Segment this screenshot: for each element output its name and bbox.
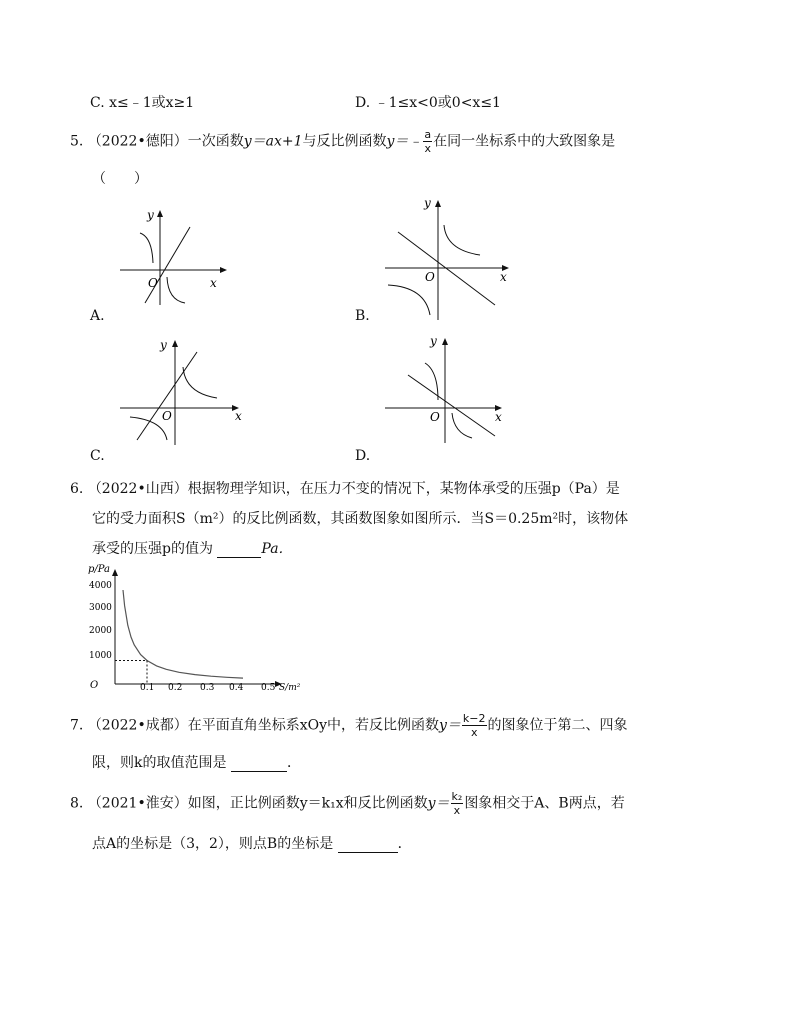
- graph-b: [380, 195, 520, 320]
- graph-a-x-label: x: [210, 276, 217, 290]
- q5-text-c: 在同一坐标系中的大致图象是: [433, 133, 616, 150]
- q7-source: （2022•成都）: [87, 717, 188, 734]
- graph-a: [110, 205, 230, 305]
- graph-a-y-arrow: [157, 210, 163, 217]
- q7-text-a: 在平面直角坐标系xOy中，若反比例函数: [187, 717, 439, 734]
- q6-line2: 它的受力面积S（m²）的反比例函数，其函数图象如图所示．当S＝0.25m²时，该物体: [92, 511, 629, 527]
- graph-c-hyperbola-q1: [183, 367, 217, 398]
- graph-d-line: [408, 375, 495, 436]
- graph-c-x-label: x: [235, 409, 242, 423]
- graph-a-line: [145, 227, 190, 303]
- q6-chart-curve: [123, 590, 243, 678]
- q6-chart-ylabel: p/Pa: [88, 564, 111, 575]
- q5-option-c-label: C.: [90, 448, 105, 464]
- q8-line1: [70, 790, 625, 817]
- graph-d-origin: O: [430, 410, 440, 424]
- graph-c-origin: O: [162, 409, 172, 423]
- q7-fraction: $\frac{k-2}{x}$: [462, 712, 486, 739]
- q5-answer-paren: （ ）: [92, 171, 148, 187]
- q8-text-b: 图象相交于A、B两点，若: [464, 795, 625, 812]
- q8-eq: y＝: [427, 795, 450, 812]
- q6-number: 6.: [70, 481, 84, 497]
- q7-line2: [92, 752, 301, 772]
- graph-a-origin: O: [148, 276, 158, 290]
- graph-a-hyperbola-q2: [140, 233, 153, 263]
- q6-line1: [70, 478, 620, 498]
- q6-answer-blank[interactable]: [217, 541, 261, 558]
- graph-b-y-label: y: [424, 196, 431, 210]
- q8-end: ．: [397, 836, 412, 852]
- q6-chart-y-arrow: [112, 569, 118, 576]
- q6-chart: [80, 562, 320, 697]
- graph-c: [115, 335, 250, 445]
- q6-chart-xlabel: S/m²: [279, 683, 301, 693]
- graph-b-hyperbola-q3: [388, 285, 430, 315]
- q8-fraction: $\frac{\text{k₂}}{x}$: [451, 790, 463, 817]
- q7-line1: [70, 712, 628, 739]
- q7-answer-blank[interactable]: [231, 755, 287, 772]
- q6-chart-ytick-2000: 2000: [89, 626, 112, 636]
- q8-line2-text: 点A的坐标是（3，2），则点B的坐标是: [92, 836, 334, 852]
- q6-line1-text: 根据物理学知识，在压力不变的情况下，某物体承受的压强p（Pa）是: [187, 481, 620, 497]
- q6-chart-xtick-0.2: 0.2: [168, 683, 183, 693]
- q6-chart-origin: O: [90, 680, 99, 691]
- q5-text-b: 与反比例函数: [302, 133, 387, 150]
- q6-chart-ytick-3000: 3000: [89, 603, 112, 613]
- q6-chart-xtick-0.1: 0.1: [140, 683, 155, 693]
- graph-a-hyperbola-q4: [167, 277, 185, 303]
- graph-b-hyperbola-q1: [444, 225, 480, 255]
- graph-c-y-arrow: [172, 340, 178, 347]
- q6-chart-xtick-0.4: 0.4: [229, 683, 244, 693]
- q7-eq: y＝: [438, 717, 461, 734]
- q6-source: （2022•山西）: [87, 481, 188, 497]
- q7-text-b: 的图象位于第二、四象: [487, 717, 628, 734]
- q6-line3-text: 承受的压强p的值为: [92, 541, 213, 557]
- graph-c-y-label: y: [160, 338, 167, 352]
- graph-a-y-label: y: [147, 208, 154, 222]
- graph-d: [380, 333, 520, 443]
- graph-d-hyperbola-q4: [452, 413, 472, 438]
- q8-line2: [92, 833, 412, 853]
- q4-option-c: C. x≤﹣1或x≥1: [90, 95, 195, 111]
- q5-number: 5.: [70, 133, 84, 150]
- q6-line3: [92, 538, 293, 558]
- graph-d-y-label: y: [430, 334, 437, 348]
- q5-fraction: $\frac{a}{x}$: [424, 128, 432, 155]
- q5-source: （2022•德阳）: [87, 133, 188, 150]
- q7-line2-text: 限，则k的取值范围是: [92, 755, 227, 771]
- q5-eq2: y＝﹣: [386, 133, 423, 150]
- graph-b-x-label: x: [500, 270, 507, 284]
- q5-text-a: 一次函数: [187, 133, 244, 150]
- graph-d-x-label: x: [495, 410, 502, 424]
- q5-option-b-label: B.: [355, 308, 370, 324]
- q7-end: ．: [286, 755, 301, 771]
- q6-chart-ytick-1000: 1000: [89, 651, 112, 661]
- q6-unit: Pa．: [261, 541, 293, 557]
- q8-text-a: 如图，正比例函数y＝k₁x和反比例函数: [187, 795, 428, 812]
- q7-number: 7.: [70, 717, 84, 734]
- graph-d-y-arrow: [442, 338, 448, 345]
- q8-answer-blank[interactable]: [338, 836, 398, 853]
- q8-source: （2021•淮安）: [87, 795, 188, 812]
- graph-c-line: [137, 352, 197, 440]
- q5-eq1: y＝ax+1: [243, 133, 303, 150]
- q6-chart-xtick-0.3: 0.3: [200, 683, 215, 693]
- q5-question: [70, 128, 615, 155]
- q6-chart-curve-layer: [115, 590, 243, 684]
- q4-option-d: D. ﹣1≤x<0或0<x≤1: [355, 95, 501, 111]
- q5-option-d-label: D.: [355, 448, 371, 464]
- graph-b-origin: O: [425, 270, 435, 284]
- q5-option-a-label: A.: [90, 308, 105, 324]
- q8-number: 8.: [70, 795, 84, 812]
- q6-chart-xtick-0.5: 0.5: [261, 683, 276, 693]
- graph-a-x-arrow: [220, 267, 227, 273]
- q6-chart-ytick-4000: 4000: [89, 581, 112, 591]
- graph-b-y-arrow: [435, 200, 441, 207]
